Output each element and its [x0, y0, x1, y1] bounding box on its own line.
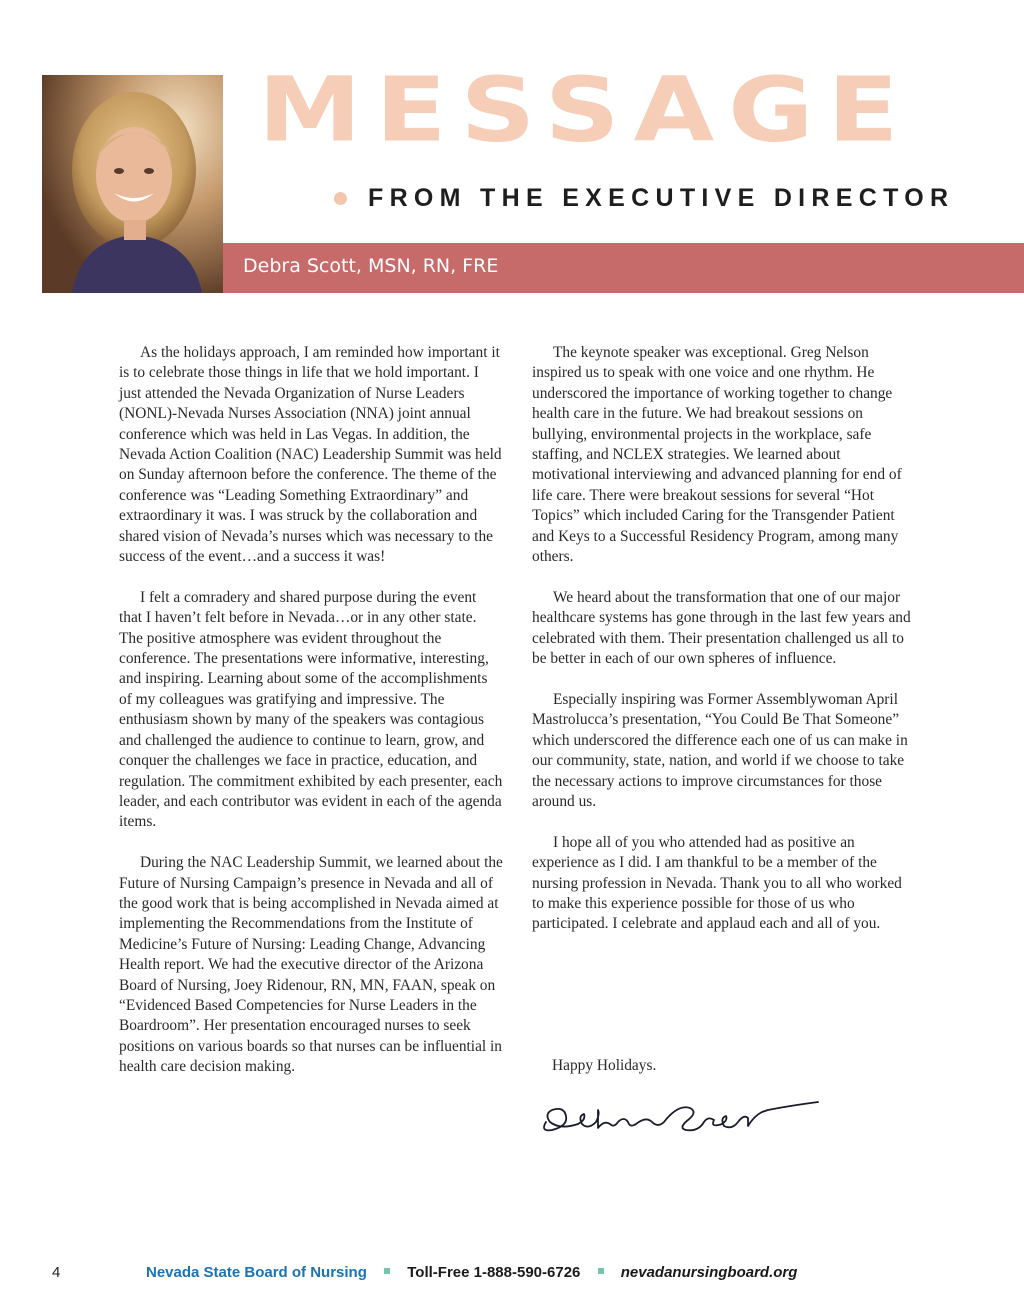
- author-photo: [42, 75, 223, 293]
- body-paragraph: I hope all of you who attended had as positive an experience as I did. I am thankful to be a member of the nursing profession in Nevada. Thank you to all who worked to make this experience possible for those of us who participated. I celebrate and applaud each and all of you.: [532, 833, 902, 933]
- footer-square-icon: [598, 1268, 604, 1274]
- footer-org: Nevada State Board of Nursing: [146, 1264, 367, 1281]
- closing-text: Happy Holidays.: [552, 1057, 657, 1074]
- footer: [146, 1264, 797, 1281]
- header-subtitle: FROM THE EXECUTIVE DIRECTOR: [368, 184, 955, 212]
- author-name-bar: [223, 243, 1024, 293]
- bullet-dot-icon: [334, 192, 347, 205]
- footer-square-icon: [384, 1268, 390, 1274]
- page-number: 4: [52, 1264, 61, 1281]
- body-paragraph: As the holidays approach, I am reminded how important it is to celebrate those things in life that we hold important. I just attended the Nevada Organization of Nurse Leaders (NONL)-Nevada Nurses Association (NNA) joint annual conference which was held in Las Vegas. In addition, the Nevada Action Coalition (NAC) Leadership Summit was held on Sunday afternoon before the conference. The theme of the conference was “Leading Something Extraordinary” and extraordinary it was. I was struck by the collaboration and shared vision of Nevada’s nurses which was necessary to the success of the event…and a success it was!: [119, 344, 502, 566]
- author-name: Debra Scott, MSN, RN, FRE: [243, 255, 499, 277]
- footer-phone: Toll-Free 1-888-590-6726: [407, 1264, 581, 1281]
- left-column: [119, 343, 503, 1098]
- body-paragraph: The keynote speaker was exceptional. Greg Nelson inspired us to speak with one voice and one rhythm. He underscored the importance of working together to change health care in the future. We had breakout sessions on bullying, environmental projects in the workplace, safe staffing, and NCLEX strategies. We learned about motivational interviewing and advanced planning for end of life care. There were breakout sessions for several “Hot Topics” which included Caring for the Transgender Patient and Keys to a Successful Residency Program, among many others.: [532, 344, 902, 566]
- right-column: [532, 343, 916, 955]
- body-paragraph: During the NAC Leadership Summit, we learned about the Future of Nursing Campaign’s presence in Nevada and all of the good work that is being accomplished in Nevada aimed at implementing the Recommendations from the Institute of Medicine’s Future of Nursing: Leading Change, Advancing Health report. We had the executive director of the Arizona Board of Nursing, Joey Ridenour, RN, MN, FAAN, speak on “Evidenced Based Competencies for Nurse Leaders in the Boardroom”. Her presentation encouraged nurses to seek positions on various boards so that nurses can be influential in health care decision making.: [119, 854, 503, 1076]
- footer-website[interactable]: nevadanursingboard.org: [620, 1264, 798, 1281]
- body-paragraph: I felt a comradery and shared purpose during the event that I haven’t felt before in Nevada…or in any other state. The positive atmosphere was evident throughout the conference. The presentations were informative, interesting, and inspiring. Learning about some of the accomplishments of my colleagues was gratifying and impressive. The enthusiasm shown by many of the speakers was contagious and challenged the audience to continue to learn, grow, and conquer the challenges we face in practice, education, and regulation. The commitment exhibited by each presenter, each leader, and each contributor was evident in each of the agenda items.: [119, 588, 503, 831]
- signature-image: [538, 1094, 828, 1149]
- body-paragraph: Especially inspiring was Former Assemblywoman April Mastrolucca’s presentation, “You Could Be That Someone” which underscored the difference each one of us can make in our community, state, nation, and world if we choose to take the necessary actions to improve circumstances for those around us.: [532, 690, 908, 810]
- body-paragraph: We heard about the transformation that one of our major healthcare systems has gone through in the last few years and celebrated with them. Their presentation challenged us all to be better in each of our own spheres of influence.: [532, 588, 911, 668]
- header-title: MESSAGE: [258, 56, 913, 162]
